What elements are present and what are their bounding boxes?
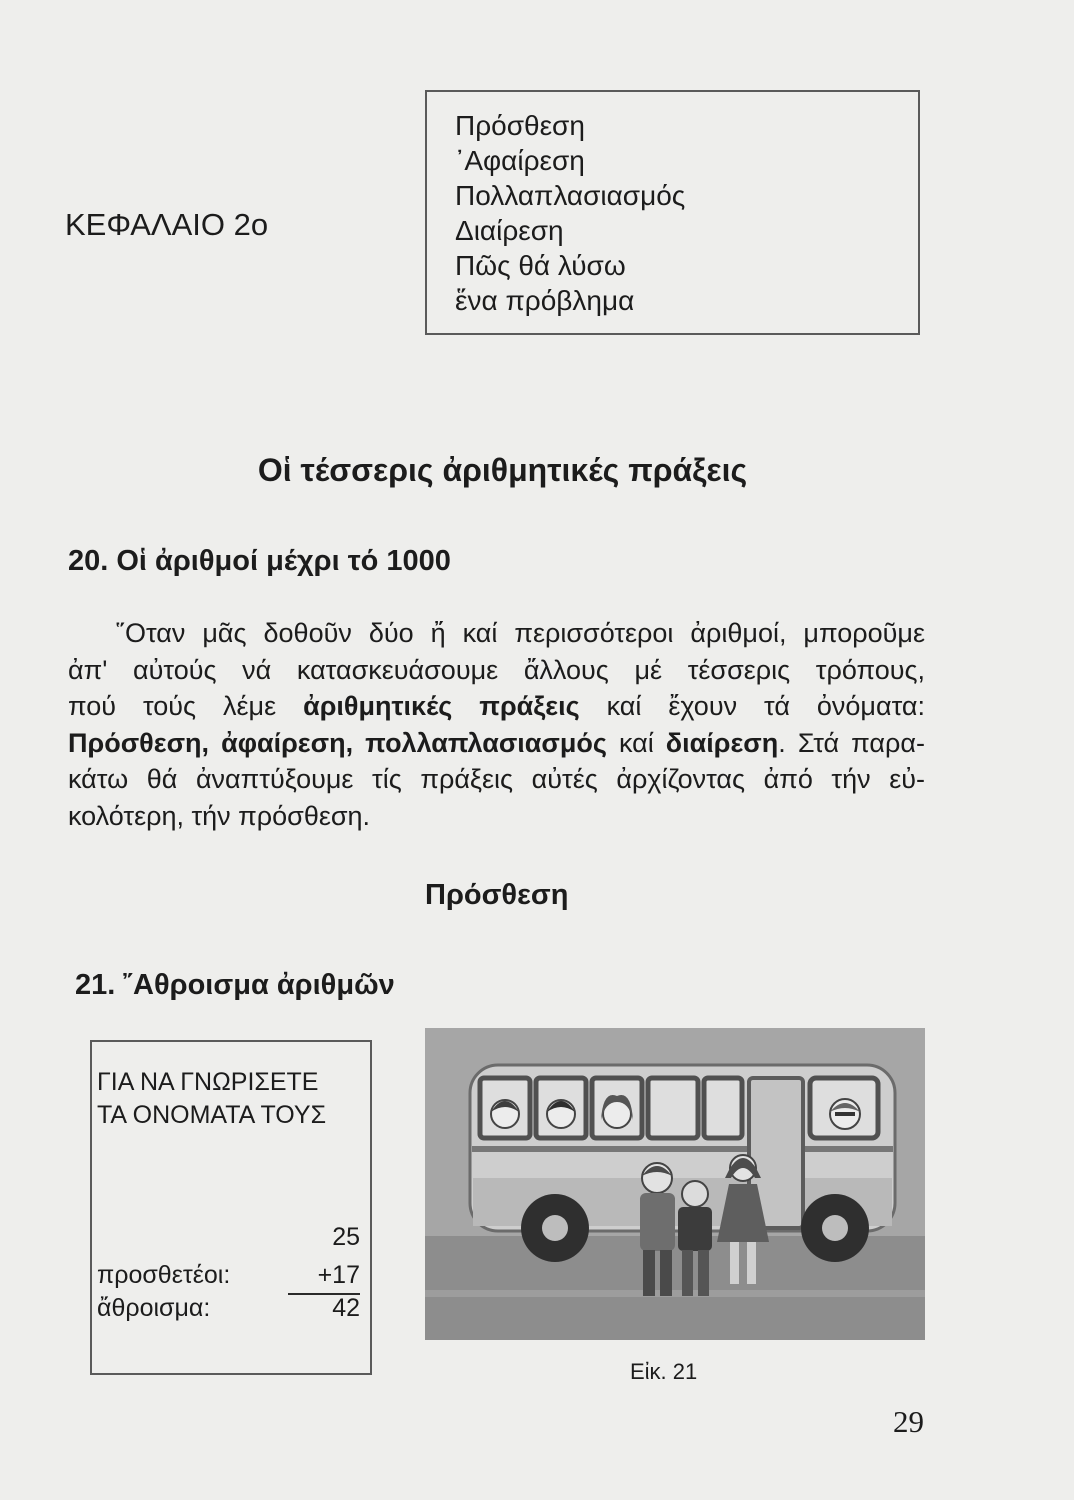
sum-row [97, 1292, 360, 1324]
text-segment: κολότερη, τήν πρόσθεση. [68, 800, 371, 831]
names-box-heading-line: ΓΙΑ ΝΑ ΓΝΩΡΙΣΕΤΕ [97, 1068, 319, 1096]
names-box-heading-line: ΤΑ ΟΝΟΜΑΤΑ ΤΟΥΣ [97, 1101, 327, 1129]
chapter-contents-list [455, 108, 685, 318]
girl-leg [730, 1242, 739, 1284]
boy-leg [660, 1250, 672, 1296]
boy-leg [643, 1250, 655, 1296]
text-segment: . Στά παρα- [778, 727, 925, 758]
contents-item: ᾿Αφαίρεση [455, 145, 585, 176]
bold-term: ἀριθμητικές πράξεις [303, 691, 580, 722]
bus-wheel-front-hub [822, 1215, 848, 1241]
text-segment: ἀπ' αὐτούς νά κατασκευάσουμε ἄλλους μέ τέσσερις τρόπους, [68, 654, 925, 685]
road-stripe [425, 1290, 925, 1297]
subsection-20-title: 20. Οἱ ἀριθμοί μέχρι τό 1000 [68, 545, 451, 577]
paragraph-line [68, 615, 925, 652]
bus-illustration [425, 1028, 925, 1340]
text-segment: καί [606, 727, 666, 758]
paragraph-line [68, 761, 925, 798]
paragraph-line [68, 652, 925, 689]
bus-window [648, 1078, 698, 1138]
bus-wheel-rear-hub [542, 1215, 568, 1241]
paragraph-line [68, 798, 925, 835]
bus-stripe [472, 1146, 893, 1152]
text-segment: κάτω θά ἀναπτύξουμε τίς πράξεις αὐτές ἀρχίζοντας ἀπό τήν εὐ- [68, 764, 925, 795]
addend-value: 25 [332, 1223, 360, 1251]
child-head [682, 1181, 708, 1207]
section-title: Οἱ τέσσερις ἀριθμητικές πράξεις [257, 452, 748, 488]
page-number: 29 [893, 1404, 924, 1439]
girl-leg [747, 1242, 756, 1284]
subsection-21-title: 21. ῎Αθροισμα ἀριθμῶν [75, 969, 395, 1001]
addition-heading: Πρόσθεση [425, 879, 569, 911]
text-segment: καί ἔχουν τά ὀνόματα: [579, 691, 925, 722]
text-segment: ῞Οταν μᾶς δοθοῦν δύο ἤ καί περισσότεροι ἀριθμοί, μποροῦμε [116, 618, 925, 648]
intro-paragraph [68, 615, 925, 835]
contents-item: Πολλαπλασιασμός [455, 180, 686, 211]
text-segment: πού τούς λέμε [68, 691, 304, 722]
paragraph-line [68, 688, 925, 725]
sum-label: ἄθροισμα: [97, 1294, 211, 1322]
child-backpack [678, 1207, 712, 1251]
boy-body [640, 1193, 675, 1251]
contents-item: ἕνα πρόβλημα [455, 285, 635, 316]
contents-item: Πῶς θά λύσω [455, 250, 626, 281]
child-leg [698, 1250, 709, 1296]
term-names-box [90, 1040, 372, 1375]
addends-row [97, 1259, 360, 1291]
child-leg [682, 1250, 693, 1296]
bold-term: Πρόσθεση, ἀφαίρεση, πολλαπλασιασμός [68, 727, 607, 758]
bold-term: διαίρεση [665, 727, 779, 758]
addend-value: +17 [317, 1261, 360, 1289]
contents-item: Πρόσθεση [455, 110, 585, 141]
bus-window [704, 1078, 742, 1138]
driver-glasses [835, 1112, 855, 1116]
figure-caption: Εἰκ. 21 [630, 1359, 698, 1384]
chapter-contents-box [425, 90, 920, 335]
contents-item: Διαίρεση [455, 215, 564, 246]
paragraph-line [68, 725, 925, 762]
sum-value: 42 [332, 1294, 360, 1322]
addends-label: προσθετέοι: [97, 1261, 231, 1289]
chapter-label: ΚΕΦΑΛΑΙΟ 2ο [65, 207, 269, 242]
